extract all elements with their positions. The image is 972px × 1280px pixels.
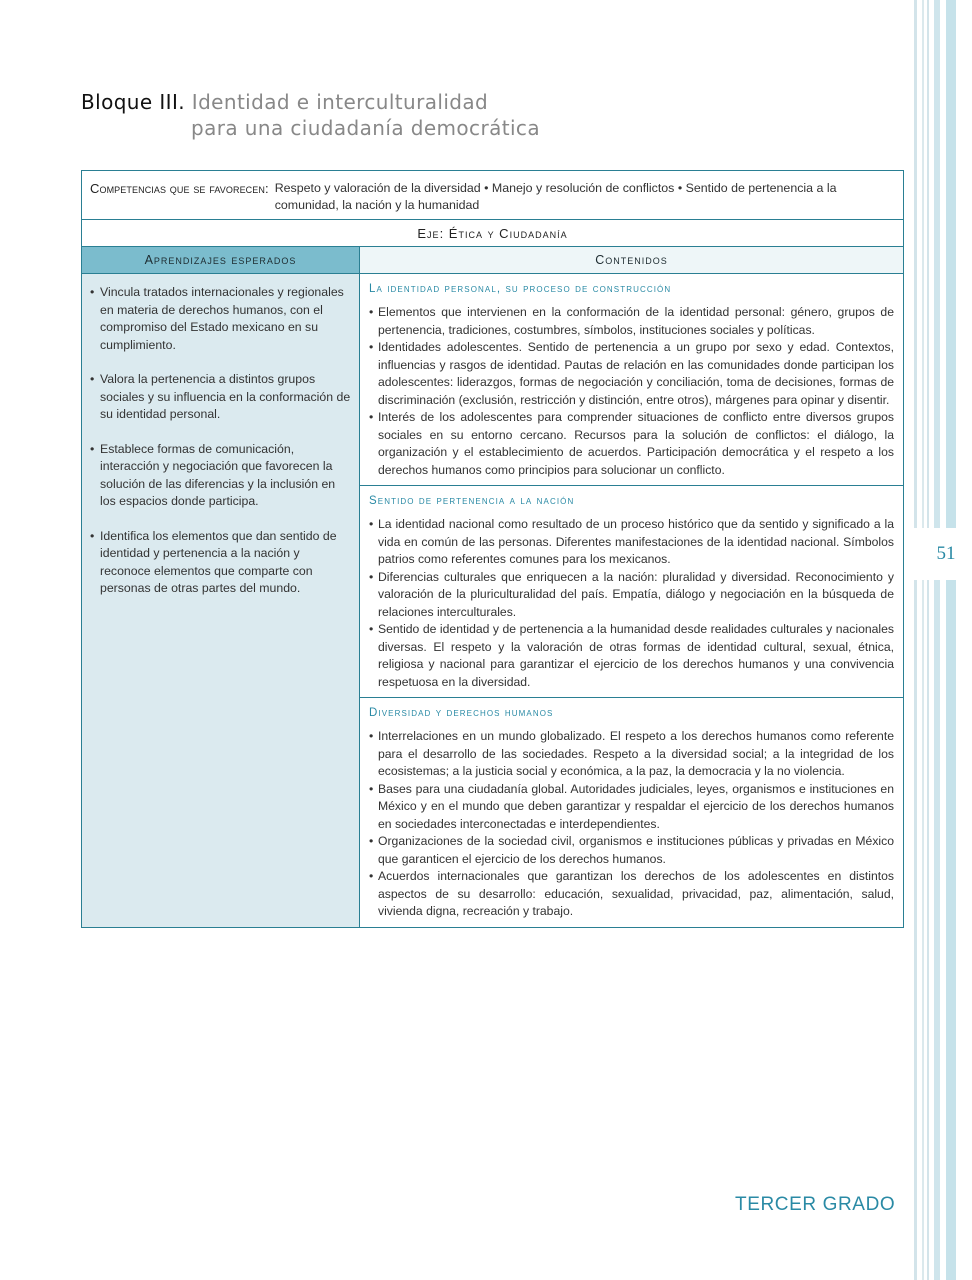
contenido-section-identidad-personal — [360, 274, 903, 485]
bullet-icon: • — [369, 305, 374, 319]
bullet-icon: • — [90, 528, 95, 543]
block-label: Bloque III. — [81, 90, 185, 114]
bullet-icon: • — [369, 517, 374, 531]
contenido-text: Bases para una ciudadanía global. Autoridades judiciales, leyes, organismos e instituciones en México y en el mundo que deben garantizar y respaldar el ejercicio de los derechos humanos en sociedades interconectadas e interdependientes. — [378, 781, 894, 831]
competencias-row — [82, 171, 904, 220]
bullet-icon: • — [369, 569, 374, 584]
aprendizaje-item — [90, 441, 351, 511]
section-title: Sentido de pertenencia a la nación — [369, 495, 575, 507]
section-title: Diversidad y derechos humanos — [369, 707, 554, 719]
aprendizaje-item — [90, 371, 351, 424]
aprendizaje-item — [90, 284, 351, 354]
title-line-1: Identidad e interculturalidad — [191, 90, 489, 114]
bullet-icon: • — [369, 781, 374, 796]
aprendizaje-text: Identifica los elementos que dan sentido de identidad y pertenencia a la nación y reconoce elementos que comparte con personas de otras partes del mundo. — [100, 528, 337, 595]
curriculum-table — [81, 170, 904, 928]
page-title — [81, 89, 540, 141]
contenido-text: Organizaciones de la sociedad civil, organismos e instituciones públicas y privadas en México que garanticen el ejercicio de los derechos humanos. — [378, 834, 894, 866]
contenido-text: Interés de los adolescentes para comprender situaciones de conflicto entre diversos grupos sociales en su entorno cercano. Recursos para la solución de conflictos: el diálogo, la organización y el establecimiento de acuerdos. Participación democrática y el respeto a los derechos humanos como principios para solucionar un conflicto. — [378, 410, 894, 477]
bullet-icon: • — [90, 441, 95, 456]
stripe — [927, 0, 929, 1280]
bullet-icon: • — [90, 372, 95, 386]
aprendizajes-header: Aprendizajes esperados — [82, 247, 360, 274]
decorative-stripes — [910, 0, 972, 1280]
contenido-section-pertenencia-nacion — [360, 485, 903, 697]
bullet-icon: • — [90, 285, 95, 299]
contenido-text: Elementos que intervienen en la conformación de la identidad personal: género, grupos de pertenencia, tradiciones, costumbres, símbolos, instituciones sociales y políticas. — [378, 305, 894, 337]
competencias-label: Competencias que se favorecen: — [90, 181, 269, 196]
competencias-text: Respeto y valoración de la diversidad • Manejo y resolución de conflictos • Sentido de pertenencia a la comunidad, la nación y la humanidad — [274, 181, 837, 212]
aprendizaje-text: Establece formas de comunicación, interacción y negociación que favorecen la solución de las diferencias y la inclusión en los espacios donde participa. — [100, 441, 336, 508]
stripe — [914, 0, 917, 1280]
contenido-section-diversidad-derechos — [360, 697, 903, 927]
stripe — [922, 0, 924, 1280]
contenido-item — [369, 868, 894, 921]
section-title: La identidad personal, su proceso de construcción — [369, 283, 672, 295]
contenido-item — [369, 781, 894, 834]
contenido-item — [369, 409, 894, 479]
stripe — [946, 0, 956, 1280]
bullet-icon: • — [369, 340, 374, 354]
contenido-item — [369, 621, 894, 691]
contenido-text: Acuerdos internacionales que garantizan los derechos de los adolescentes en distintos aspectos de su desarrollo: educación, sexualidad, privacidad, paz, alimentación, salud, vivienda digna, recreación y trabajo. — [378, 869, 894, 918]
contenido-text: Diferencias culturales que enriquecen a la nación: pluralidad y diversidad. Reconocimiento y valoración de la pluriculturalidad del país. Empatía, diálogo y negociación en la búsqueda de relaciones interculturales. — [378, 569, 894, 619]
aprendizaje-text: Vincula tratados internacionales y regionales en materia de derechos humanos, con el compromiso del Estado mexicano en su cumplimiento. — [100, 285, 344, 352]
bullet-icon: • — [369, 410, 374, 424]
eje-heading: Eje: Ética y Ciudadanía — [82, 220, 904, 247]
contenido-item — [369, 516, 894, 569]
page-number: 51 — [936, 543, 956, 564]
bullet-icon: • — [369, 622, 374, 636]
contenido-item — [369, 569, 894, 622]
contenido-text: Interrelaciones en un mundo globalizado. El respeto a los derechos humanos como referente para el desarrollo de las sociedades. Respeto a la diversidad social; a la integridad de los ecosistemas; a la justicia social y económica, a la paz, la democracia y la no violencia. — [378, 729, 894, 778]
aprendizajes-column — [82, 274, 360, 928]
title-line-2: para una ciudadanía democrática — [191, 116, 540, 140]
contenido-text: Identidades adolescentes. Sentido de pertenencia a un grupo por sexo y edad. Contextos, influencias y rasgos de identidad. Pautas de relación en las comunidades donde participan los adolescentes: liderazgos, formas de negociación y conciliación, toma de decisiones, formas de discriminación (exclusión, restricción y distinción, entre otros), márgenes para opinar y disentir. — [378, 340, 894, 407]
aprendizaje-item — [90, 528, 351, 598]
contenido-item — [369, 833, 894, 868]
contenido-item — [369, 728, 894, 781]
contenido-text: Sentido de identidad y de pertenencia a la humanidad desde realidades culturales y nacionales diversas. El respeto y la valoración de otras formas de identidad cultural, sexual, étnica, religiosa y nacional para garantizar el ejercicio de los derechos humanos y una convivencia respetuosa en la diversidad. — [378, 622, 894, 689]
contenido-item — [369, 304, 894, 339]
page-number-box — [912, 528, 972, 580]
contenido-text: La identidad nacional como resultado de un proceso histórico que da sentido y significado a la vida en común de las personas. Diferentes manifestaciones de la identidad nacional. Símbolos patrios como referentes comunes para los mexicanos. — [378, 517, 894, 566]
bullet-icon: • — [369, 834, 374, 848]
contenidos-header: Contenidos — [360, 247, 904, 274]
stripe — [934, 0, 940, 1280]
grade-footer: TERCER GRADO — [735, 1194, 896, 1215]
contenido-item — [369, 339, 894, 409]
bullet-icon: • — [369, 729, 374, 743]
aprendizaje-text: Valora la pertenencia a distintos grupos sociales y su influencia en la conformación de su identidad personal. — [100, 372, 351, 421]
bullet-icon: • — [369, 869, 374, 883]
contenidos-column — [360, 274, 904, 928]
